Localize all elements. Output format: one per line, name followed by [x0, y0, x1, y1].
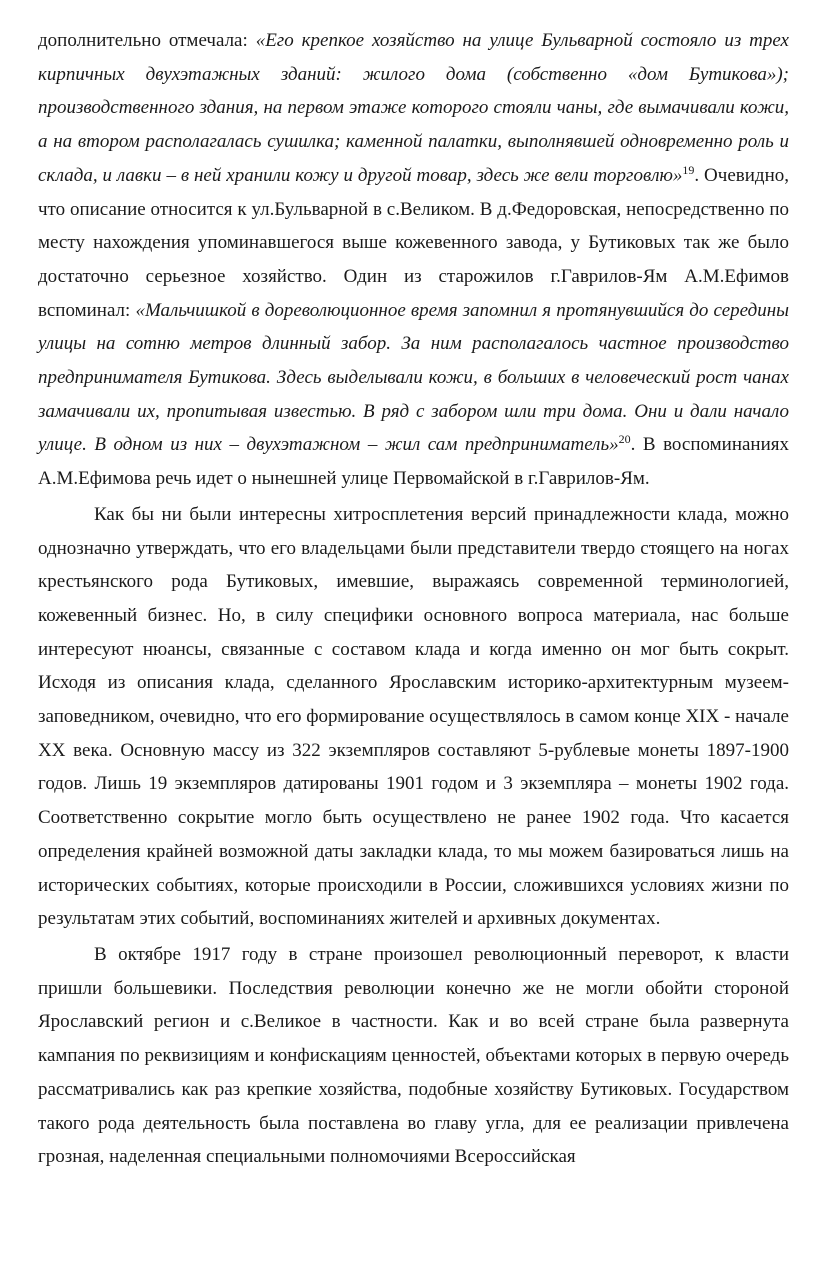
- paragraph-1-text-2: . Очевидно, что описание относится к ул.Бульварной в с.Великом. В д.Федоровская, непосредственно по месту нахождения упоминавшегося выше кожевенного завода, у Бутиковых так же было достаточно серьезное хозяйство. Один из старожилов г.Гаврилов-Ям А.М.Ефимов вспоминал:: [38, 164, 789, 321]
- quote-efimov: «Мальчишкой в дореволюционное время запомнил я протянувшийся до середины улицы на сотню метров длинный забор. За ним располагалось частное производство предпринимателя Бутикова. Здесь выделывали кожи, в больших в человеческий рост чанах замачивали их, пропитывая известью. В ряд с забором шли три дома. Они и дали начало улице. В одном из них – двухэтажном – жил сам предприниматель»: [38, 299, 790, 456]
- paragraph-3-text: В октябре 1917 году в стране произошел революционный переворот, к власти пришли большевики. Последствия революции конечно же не могли обойти стороной Ярославский регион и с.Великое в частности. Как и во всей стране была развернута кампания по реквизициям и конфискациям ценностей, объектами которых в первую очередь рассматривались как раз крепкие хозяйства, подобные хозяйству Бутиковых. Государством такого рода деятельность была поставлена во главу угла, для ее реализации привлечена грозная, наделенная специальными полномочиями Всероссийская: [38, 943, 789, 1168]
- quote-bulvarnaya: «Его крепкое хозяйство на улице Бульварной состояло из трех кирпичных двухэтажных зданий: жилого дома (собственно «дом Бутикова»); производственного здания, на первом этаже которого стояли чаны, где вымачивали кожи, а на втором располагалась сушилка; каменной палатки, выполнявшей одновременно роль и склада, и лавки – в ней хранили кожу и другой товар, здесь же вели торговлю»: [38, 30, 789, 186]
- paragraph-2-text: Как бы ни были интересны хитросплетения версий принадлежности клада, можно однозначно утверждать, что его владельцами были представители твердо стоящего на ногах крестьянского рода Бутиковых, имевшие, выражаясь современной терминологией, кожевенный бизнес. Но, в силу специфики основного вопроса материала, нас больше интересуют нюансы, связанные с составом клада и когда именно он мог быть сокрыт. Исходя из описания клада, сделанного Ярославским историко-архитектурным музеем-заповедником, очевидно, что его формирование осуществлялось в самом конце XIX - начале XX века. Основную массу из 322 экземпляров составляют 5-рублевые монеты 1897-1900 годов. Лишь 19 экземпляров датированы 1901 годом и 3 экземпляра – монеты 1902 года. Соответственно сокрытие могло быть осуществлено не ранее 1902 года. Что касается определения крайней возможной даты закладки клада, то мы можем базироваться лишь на исторических событиях, которые происходили в России, сложившихся условиях жизни по результатам этих событий, воспоминаниях жителей и архивных документах.: [38, 503, 789, 930]
- footnote-ref-19: 19: [682, 162, 695, 177]
- paragraph-1: [38, 24, 789, 496]
- paragraph-1-text-3: . В воспоминаниях А.М.Ефимова речь идет о нынешней улице Первомайской в г.Гаврилов-Ям.: [38, 434, 789, 490]
- document-page: [38, 24, 789, 1174]
- paragraph-3: [38, 938, 789, 1174]
- paragraph-2: [38, 498, 789, 936]
- footnote-ref-20: 20: [618, 432, 631, 447]
- paragraph-1-text-1: дополнительно отмечала:: [38, 30, 256, 51]
